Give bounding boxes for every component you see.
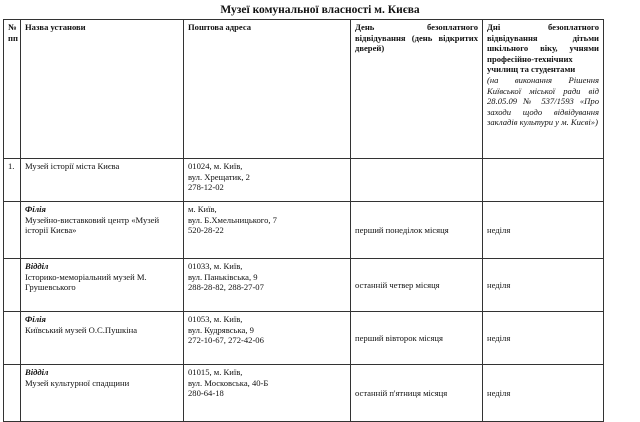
- header-free-day: День безоплатного відвідування (день відкритих дверей): [351, 20, 483, 159]
- row-kind: Філія: [25, 314, 46, 324]
- row-name: [21, 159, 184, 202]
- row-free-day: перший понеділок місяця: [351, 202, 483, 259]
- table-row: [4, 312, 635, 365]
- row-name: [21, 259, 184, 312]
- row-free-children: неділя: [483, 259, 604, 312]
- address-line: вул. Б.Хмельницького, 7: [188, 214, 277, 225]
- header-name: Назва установи: [21, 20, 184, 159]
- row-num: [4, 259, 21, 312]
- row-address: [184, 202, 351, 259]
- row-free-day: перший вівторок місяця: [351, 312, 483, 365]
- address-line: вул. Московська, 40-Б: [188, 377, 269, 388]
- table-row: [4, 259, 635, 312]
- address-line: 01053, м. Київ,: [188, 314, 243, 324]
- phone: 278-12-02: [188, 182, 224, 193]
- phone: 272-10-67, 272-42-06: [188, 335, 264, 346]
- address-line: 01015, м. Київ,: [188, 367, 243, 377]
- table-row: [4, 365, 635, 422]
- address-line: 01024, м. Київ,: [188, 161, 243, 171]
- row-free-day: [351, 159, 483, 202]
- address-line: м. Київ,: [188, 204, 217, 214]
- row-free-children: неділя: [483, 312, 604, 365]
- row-name: [21, 312, 184, 365]
- row-name-text: Київський музей О.С.Пушкіна: [25, 324, 138, 335]
- row-name-text: Музей історії міста Києва: [25, 161, 120, 171]
- museums-table: [3, 19, 635, 422]
- row-address: [184, 365, 351, 422]
- row-address: [184, 259, 351, 312]
- header-free-children-note: (на виконання Рішення Київської міської ради від 28.05.09 № 537/1593 «Про заходи щодо відвідування закладів культури у м. Києві»): [487, 74, 599, 128]
- header-address: Поштова адреса: [184, 20, 351, 159]
- header-free-children-title: Дні безоплатного відвідування дітьми шкільного віку, учнями професійно-технічних училищ та студентами: [487, 22, 599, 75]
- row-kind: Відділ: [25, 261, 49, 271]
- row-address: [184, 312, 351, 365]
- address-line: вул. Кудрявська, 9: [188, 324, 254, 335]
- address-line: вул. Хрещатик, 2: [188, 171, 250, 182]
- row-kind: Відділ: [25, 367, 49, 377]
- address-line: вул. Паньківська, 9: [188, 271, 258, 282]
- phone: 520-28-22: [188, 225, 224, 236]
- table-row: [4, 159, 635, 202]
- header-free-children: [483, 20, 604, 159]
- row-name: [21, 202, 184, 259]
- row-kind: Філія: [25, 204, 46, 214]
- row-num: [4, 202, 21, 259]
- header-num: № пп: [4, 20, 21, 159]
- phone: 280-64-18: [188, 388, 224, 399]
- address-line: 01033, м. Київ,: [188, 261, 243, 271]
- row-name-text: Музейно-виставковий центр «Музей історії Києва»: [25, 214, 160, 236]
- row-free-day: останній п'ятниця місяця: [351, 365, 483, 422]
- table-header-row: [4, 20, 635, 159]
- row-name-text: Музей культурної спадщини: [25, 377, 130, 388]
- row-num: [4, 312, 21, 365]
- page-title: Музеї комунальної власності м. Києва: [220, 4, 420, 16]
- row-num: 1.: [4, 159, 21, 202]
- row-name: [21, 365, 184, 422]
- row-free-children: неділя: [483, 202, 604, 259]
- phone: 288-28-82, 288-27-07: [188, 282, 264, 293]
- table-row: [4, 202, 635, 259]
- row-num: [4, 365, 21, 422]
- row-name-text: Історико-меморіальний музей М. Грушевського: [25, 271, 147, 293]
- row-free-children: [483, 159, 604, 202]
- row-free-day: останній четвер місяця: [351, 259, 483, 312]
- row-address: [184, 159, 351, 202]
- row-free-children: неділя: [483, 365, 604, 422]
